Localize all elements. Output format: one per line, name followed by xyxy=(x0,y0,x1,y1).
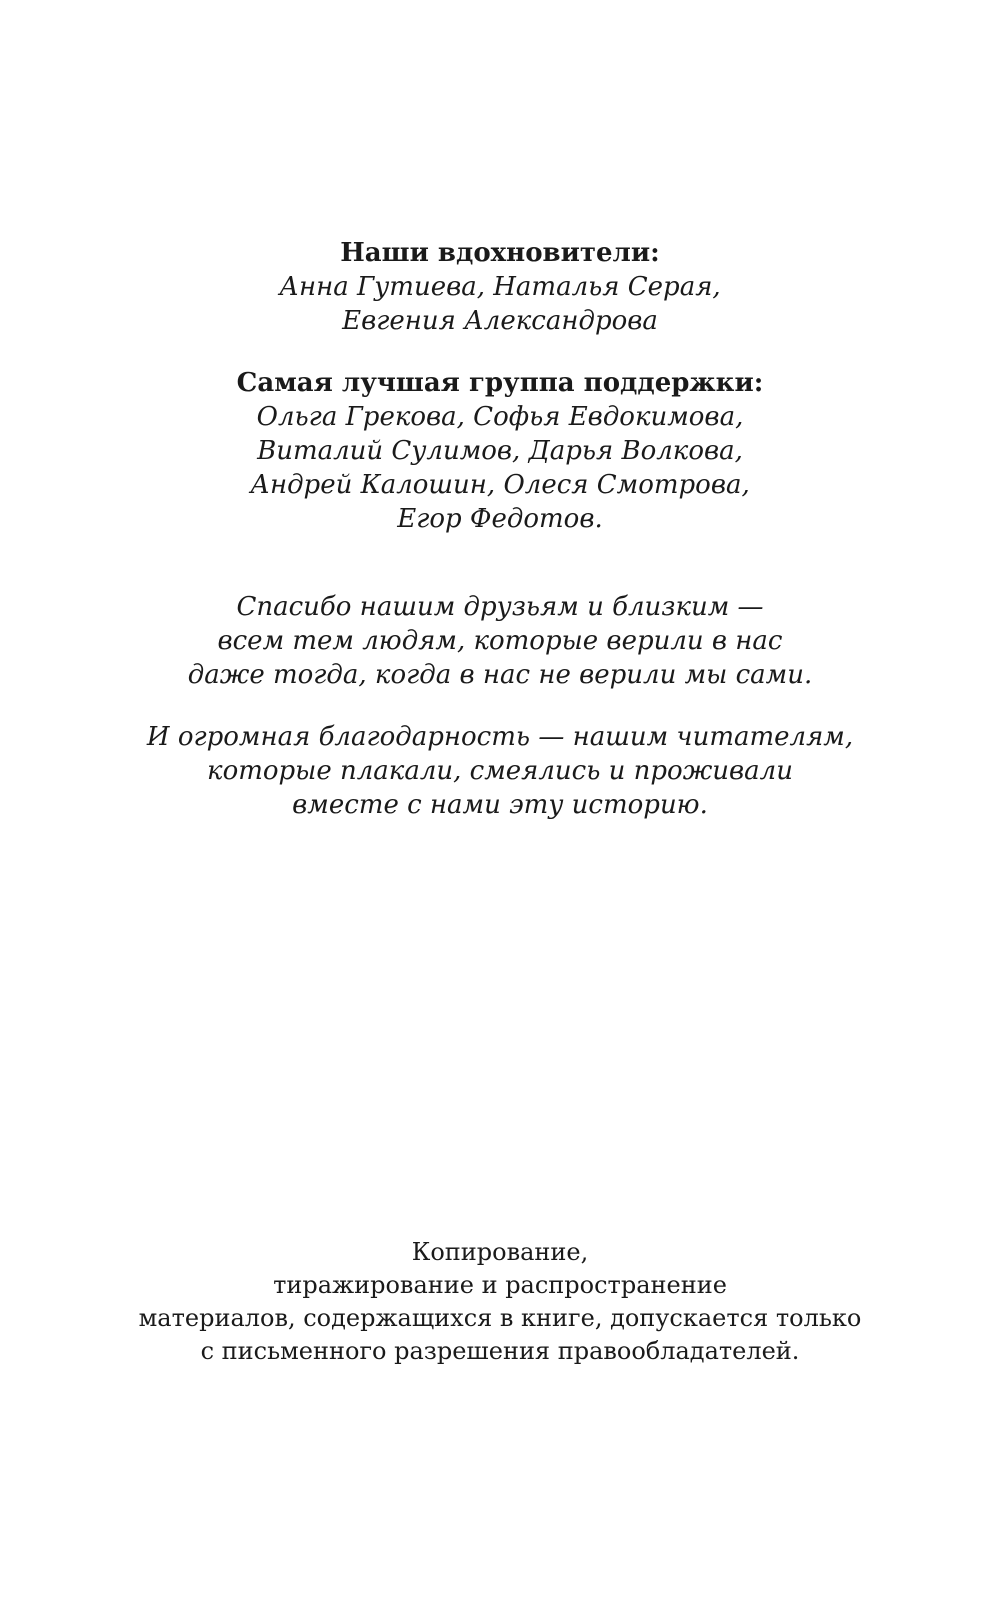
copyright-line: тиражирование и распространение xyxy=(273,1271,727,1299)
support-group-line: Ольга Грекова, Софья Евдокимова, xyxy=(256,402,744,432)
copyright-line: с письменного разрешения правообладателей. xyxy=(200,1337,800,1365)
thanks-friends-line: Спасибо нашим друзьям и близким — xyxy=(236,592,764,622)
copyright-line: Копирование, xyxy=(411,1238,589,1266)
thanks-readers-line: вместе с нами эту историю. xyxy=(292,790,708,820)
support-group-line: Андрей Калошин, Олеся Смотрова, xyxy=(250,470,750,500)
thanks-readers-line: которые плакали, смеялись и проживали xyxy=(207,756,793,786)
thanks-friends-line: всем тем людям, которые верили в нас xyxy=(217,626,783,656)
thanks-readers-paragraph xyxy=(0,720,1000,822)
inspirers-line: Анна Гутиева, Наталья Серая, xyxy=(279,272,721,302)
inspirers-heading: Наши вдохновители: xyxy=(340,238,660,268)
support-group-section xyxy=(0,366,1000,536)
inspirers-line: Евгения Александрова xyxy=(342,306,658,336)
thanks-friends-line: даже тогда, когда в нас не верили мы сами. xyxy=(187,660,813,690)
support-group-line: Егор Федотов. xyxy=(397,504,603,534)
copyright-notice xyxy=(0,1236,1000,1368)
thanks-friends-paragraph xyxy=(0,590,1000,692)
thanks-readers-line: И огромная благодарность — нашим читателям, xyxy=(146,722,854,752)
copyright-line: материалов, содержащихся в книге, допускается только xyxy=(138,1304,862,1332)
support-group-line: Виталий Сулимов, Дарья Волкова, xyxy=(257,436,743,466)
inspirers-section xyxy=(0,236,1000,338)
support-group-heading: Самая лучшая группа поддержки: xyxy=(236,368,764,398)
